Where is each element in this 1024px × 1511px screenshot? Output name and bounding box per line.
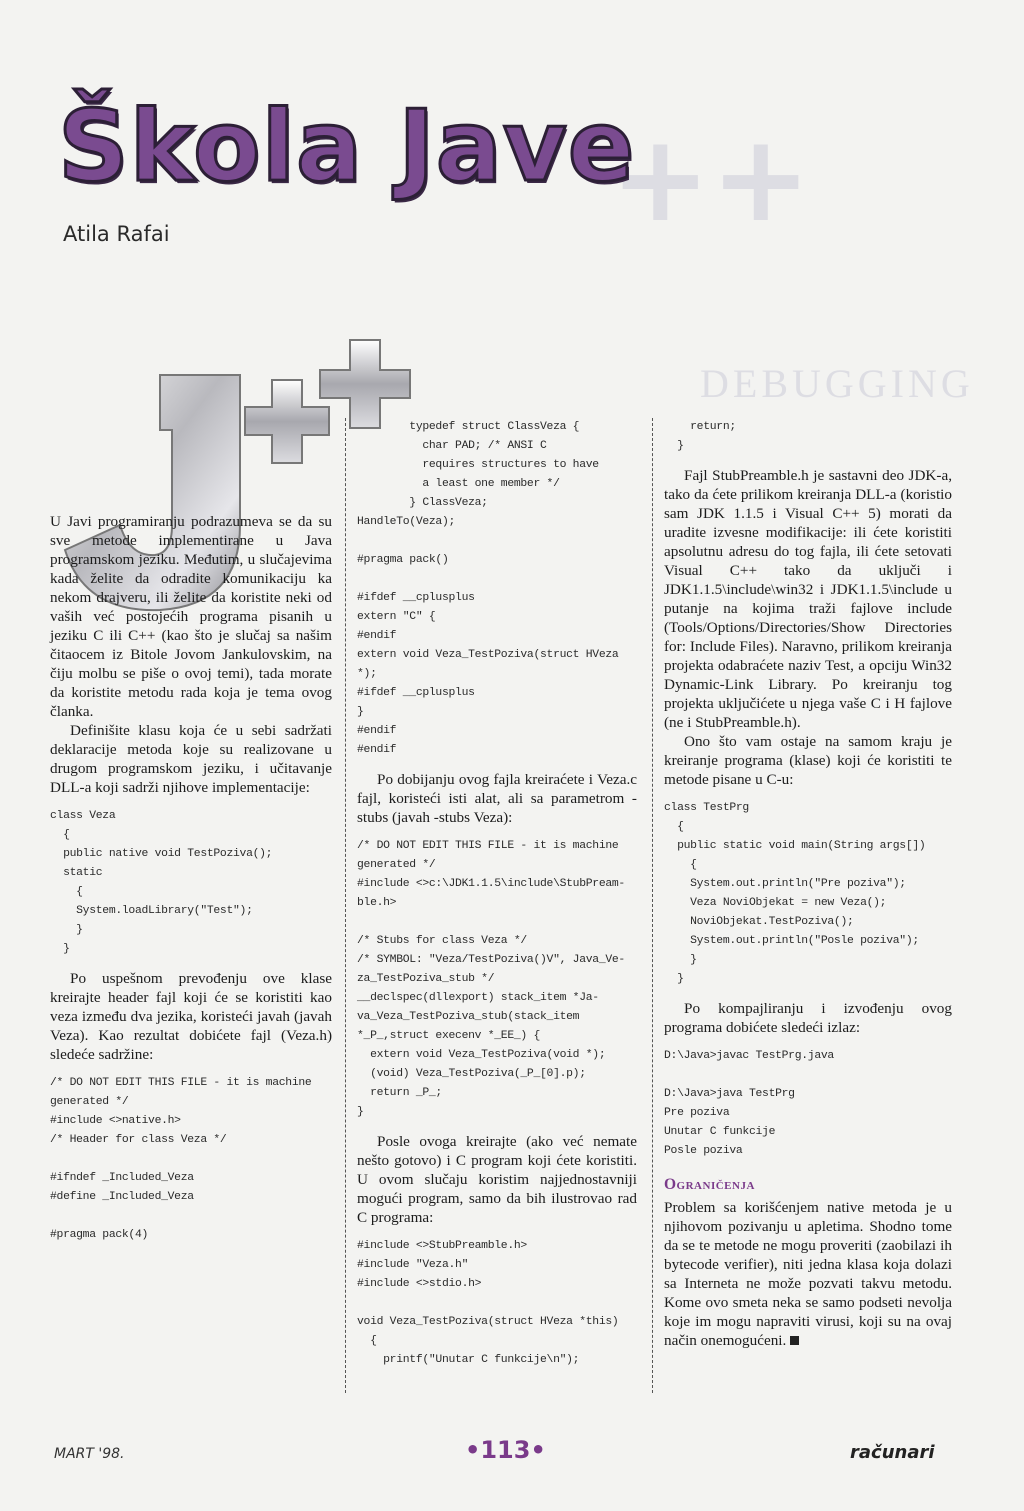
paragraph-text: Problem sa korišćenjem native metoda je u njihovom pozivanju u apletima. Shodno tome da se te metode ne mogu proveriti (zaobilazi ih bytecode verifier), niti jedna klasa koja dolazi sa Interneta ne može pozvati takvu metodu. Kome ovo smeta neka se samo podseti nevolja koje im mogu napraviti virusi, koji su na ovaj način onemogućeni. bbox=[664, 1199, 952, 1349]
article-column-2 bbox=[357, 418, 637, 1380]
paragraph: Po dobijanju ovog fajla kreiraćete i Veza.c fajl, koristeći isti alat, ali sa parametrom -stubs (javah -stubs Veza): bbox=[357, 771, 637, 826]
plus-sign-shape bbox=[245, 380, 329, 463]
code-block: D:\Java>javac TestPrg.java D:\Java>java TestPrg Pre poziva Unutar C funkcije Posle poziva bbox=[664, 1050, 834, 1157]
paragraph: Posle ovoga kreirajte (ako već nemate nešto gotovo) i C program koji ćete koristiti. U ovom slučaju koristim najjednostavniji mogući program, samo da bih ilustrovao rad C programa: bbox=[357, 1133, 637, 1226]
paragraph: Fajl StubPreamble.h je sastavni deo JDK-a, tako da ćete prilikom kreiranja DLL-a (koristio sam JDK 1.1.5 i Visual C++ 5) morati da uradite izvesne modifikacije: ili ćete koristiti apsolutnu adresu do tog fajla, ili ćete setovati Visual C++ tako da uključi i JDK1.1.5\include\win32 i JDK1.1.5\include u putanje na kojima traži fajlove include (Tools/Options/Directories/Show Directories for: Include Files). Naravno, prilikom kreiranja projekta odabraćete naziv Test, a opciju Win32 Dynamic-Link Library. Po kreiranju tog projekta uključićete u njega vaše C i H fajlove (ne i StubPreamble.h). bbox=[664, 467, 952, 731]
column-divider bbox=[345, 418, 346, 1393]
background-bleed-text: DEBUGGING bbox=[700, 361, 974, 406]
paragraph: Ono što vam ostaje na samom kraju je kreiranje programa (klase) koji će koristiti te metode pisane u C-u: bbox=[664, 733, 952, 788]
code-block: class TestPrg { public static void main(String args[]) { System.out.println("Pre poziva"); Veza NoviObjekat = new Veza(); NoviObjekat.TestPoziva(); System.out.println("Posle poziva"); } } bbox=[664, 802, 926, 985]
end-of-article-mark bbox=[790, 1336, 799, 1345]
page-number: •113• bbox=[465, 1436, 546, 1464]
column-divider bbox=[652, 418, 653, 1393]
article-author: Atila Rafai bbox=[63, 222, 170, 246]
paragraph: Po kompajliranju i izvođenju ovog programa dobićete sledeći izlaz: bbox=[664, 1000, 952, 1036]
code-block: typedef struct ClassVeza { char PAD; /* ANSI C requires structures to have a least one member */ } ClassVeza; HandleTo(Veza); #pragma pack() #ifdef __cplusplus extern "C" { #endif extern void Veza_TestPoziva(struct HVeza *); #ifdef __cplusplus } #endif #endif bbox=[357, 421, 619, 756]
section-heading: Ograničenja bbox=[664, 1176, 755, 1193]
code-block: #include <>StubPreamble.h> #include "Veza.h" #include <>stdio.h> void Veza_TestPoziva(struct HVeza *this) { printf("Unutar C funkcije\n"); bbox=[357, 1240, 619, 1366]
code-block: class Veza { public native void TestPoziva(); static { System.loadLibrary("Test"); } } bbox=[50, 810, 273, 955]
magazine-name: računari bbox=[850, 1442, 935, 1463]
code-block: return; } bbox=[677, 421, 736, 452]
article-column-3 bbox=[664, 418, 952, 1350]
plus-sign-shape bbox=[320, 340, 410, 428]
paragraph bbox=[664, 1198, 952, 1350]
issue-date: MART '98. bbox=[54, 1446, 125, 1462]
paragraph: U Javi programiranju podrazumeva se da su sve metode implementirane u Java programskom jeziku. Međutim, u slučajevima kada želite da odradite komunikaciju ka nekom drajveru, ili želite da koristite neki od vaših već postojećih programa pisanih u jeziku C ili C++ (kao što je slučaj sa našim čitaocem iz Bitole Jovom Jankulovskim, na čiju molbu se piše o ovoj temi), tada morate da koristite metodu rada koja je tema ovog članka. bbox=[50, 513, 332, 720]
code-block: /* DO NOT EDIT THIS FILE - it is machine generated */ #include <>native.h> /* Header for class Veza */ #ifndef _Included_Veza #define _Included_Veza #pragma pack(4) bbox=[50, 1077, 312, 1241]
code-block: /* DO NOT EDIT THIS FILE - it is machine generated */ #include <>c:\JDK1.1.5\include\StubPream- ble.h> /* Stubs for class Veza */ /* SYMBOL: "Veza/TestPoziva()V", Java_Ve- za_TestPoziva_stub */ __declspec(dllexport) stack_item *Ja- va_Veza_TestPoziva_stub(stack_item *_P_,struct execenv *_EE_) { extern void Veza_TestPoziva(void *); (void) Veza_TestPoziva(_P_[0].p); return _P_; } bbox=[357, 840, 625, 1118]
background-bleed-text: ++ bbox=[610, 110, 812, 249]
article-column-1 bbox=[50, 512, 332, 1255]
article-title: Škola Jave bbox=[58, 90, 636, 204]
paragraph: Definišite klasu koja će u sebi sadržati deklaracije metoda koje su realizovane u drugom programskom jeziku, i učitavanje DLL-a koji sadrži njihove implementacije: bbox=[50, 722, 332, 796]
paragraph: Po uspešnom prevođenju ove klase kreirajte header fajl koji će se koristiti kao veza između dva jezika, koristeći javah (javah Veza). Kao rezultat dobićete fajl (Veza.h) sledeće sadržine: bbox=[50, 970, 332, 1063]
